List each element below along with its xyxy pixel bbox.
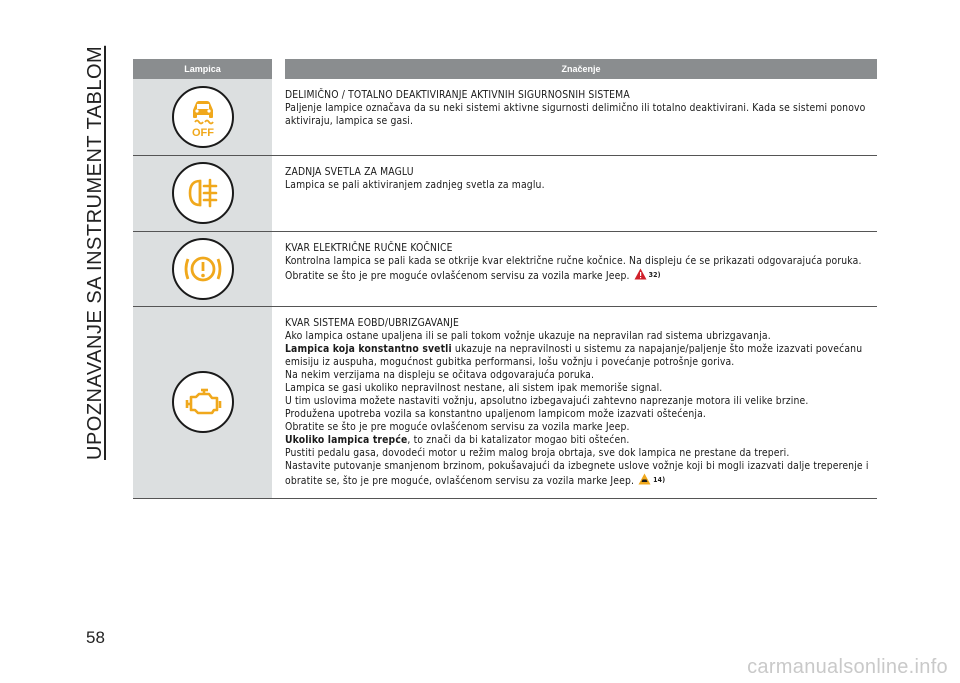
lamp-cell bbox=[133, 306, 272, 498]
page-number: 58 bbox=[86, 628, 105, 647]
reference-number: 14) bbox=[653, 476, 666, 484]
table-row bbox=[133, 155, 877, 231]
lamp-description: Paljenje lampice označava da su neki sistemi aktivne sigurnosti delimično ili totalno deaktivirani. Kada se sistemi ponovo aktiviraju, lampica se gasi. bbox=[285, 102, 866, 127]
rear-fog-light-icon bbox=[172, 162, 234, 224]
table-row bbox=[133, 79, 877, 155]
lamp-title: KVAR ELEKTRIČNE RUČNE KOČNICE bbox=[285, 241, 453, 254]
table-row bbox=[133, 231, 877, 306]
warning-lamps-table bbox=[133, 59, 877, 499]
column-header-lamp: Lampica bbox=[133, 59, 272, 79]
column-header-meaning: Značenje bbox=[285, 59, 877, 79]
meaning-cell: KVAR SISTEMA EOBD/UBRIZGAVANJE Ako lampica ostane upaljena ili se pali tokom vožnje ukazuje na nepravilan rad sistema ubrizgavanja. Lampica koja konstantno svetli ukazuje na nepravilnosti u sistemu za napajanje/paljenje što može izazvati povećanu emisiju iz auspuha, mogućnost gubitka performansi, lošu vožnju i povećanje potrošnje goriva. Na nekim verzijama na displeju se očitava odgovarajuća poruka. Lampica se gasi ukoliko nepravilnost nestane, ali sistem ipak memoriše signal. U tim uslovima možete nastaviti vožnju, apsolutno izbegavajući zahtevno naprezanje motora ili velike brzine. Produžena upotreba vozila sa konstantno upaljenom lampicom može izazvati oštećenja. Obratite se što je pre moguće ovlašćenom servisu za vozila marke Jeep. Ukoliko lampica trepće, to znači da bi katalizator mogao biti oštećen. Pustiti pedalu gasa, dovodeći motor u režim malog broja obrtaja, sve dok lampica ne prestane da treperi. Nastavite putovanje smanjenom brzinom, pokušavajući da izbegnete uslove vožnje koji bi mogli izazvati dalje treperenje i obratite se, što je pre moguće, ovlašćenom servisu za vozila marke Jeep. 14) bbox=[285, 306, 877, 498]
warning-triangle-icon bbox=[634, 268, 647, 284]
watermark: carmanualsonline.info bbox=[747, 656, 948, 678]
reference-number: 32) bbox=[648, 271, 661, 279]
lamp-title: KVAR SISTEMA EOBD/UBRIZGAVANJE bbox=[285, 316, 460, 329]
chapter-title: UPOZNAVANJE SA INSTRUMENT TABLOM bbox=[84, 45, 106, 460]
lamp-title: ZADNJA SVETLA ZA MAGLU bbox=[285, 165, 414, 178]
meaning-cell bbox=[285, 155, 877, 231]
table-header bbox=[133, 59, 877, 79]
lamp-cell bbox=[133, 79, 272, 155]
check-engine-icon bbox=[172, 371, 234, 433]
caution-car-icon bbox=[638, 473, 651, 489]
esc-off-icon bbox=[172, 86, 234, 148]
meaning-cell bbox=[285, 231, 877, 306]
lamp-description: Lampica se pali aktiviranjem zadnjeg svetla za maglu. bbox=[285, 178, 545, 191]
lamp-cell bbox=[133, 155, 272, 231]
table-row bbox=[133, 306, 877, 498]
off-label: OFF bbox=[191, 126, 214, 139]
lamp-cell bbox=[133, 231, 272, 306]
lamp-title: DELIMIČNO / TOTALNO DEAKTIVIRANJE AKTIVNIH SIGURNOSNIH SISTEMA bbox=[285, 89, 630, 101]
meaning-cell bbox=[285, 79, 877, 155]
lamp-description: Kontrolna lampica se pali kada se otkrije kvar električne ručne kočnice. Na displeju će se prikazati odgovarajuća poruka. Obratite se što je pre moguće ovlašćenom servisu za vozila marke Jeep. 32) bbox=[285, 254, 862, 282]
parking-brake-fault-icon bbox=[172, 238, 234, 300]
